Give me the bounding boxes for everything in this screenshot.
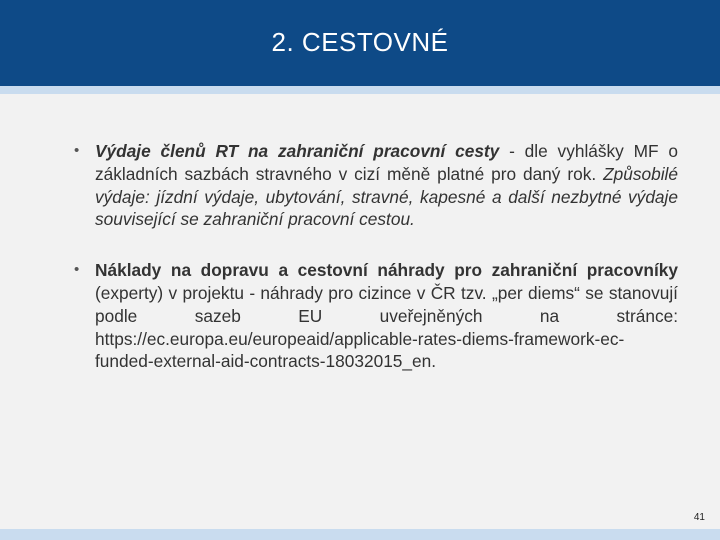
bullet-item-foreign-experts	[72, 259, 678, 373]
slide-header	[0, 0, 720, 86]
bullet-icon: •	[74, 261, 80, 279]
footer-accent-bar	[0, 529, 720, 540]
page-number: 41	[693, 512, 705, 523]
bullet-lead: Výdaje členů RT na zahraniční pracovní cesty	[95, 141, 500, 161]
bullet-text: - dle vyhlášky MF o základních sazbách stravného v cizí měně platné pro daný rok.	[95, 141, 679, 184]
slide-content	[72, 140, 678, 373]
bullet-text: (experty) v projektu - náhrady pro cizince v ČR tzv. „per diems“ se stanovují podle sazeb EU uveřejněných na stránce: https://ec.europa.eu/europeaid/applicable-rates-diems-framework-ec-funded-external-aid-contracts-18032015_en.	[95, 282, 678, 372]
header-accent-bar	[0, 86, 720, 94]
slide-title: 2. CESTOVNÉ	[271, 27, 449, 57]
bullet-lead: Náklady na dopravu a cestovní náhrady pro zahraniční pracovníky	[95, 260, 678, 281]
bullet-item-travel-expenses	[72, 140, 678, 231]
bullet-text-italic: Způsobilé výdaje: jízdní výdaje, ubytování, stravné, kapesné a další nezbytné výdaje související se zahraniční pracovní cestou.	[95, 163, 678, 230]
bullet-icon: •	[74, 142, 80, 159]
